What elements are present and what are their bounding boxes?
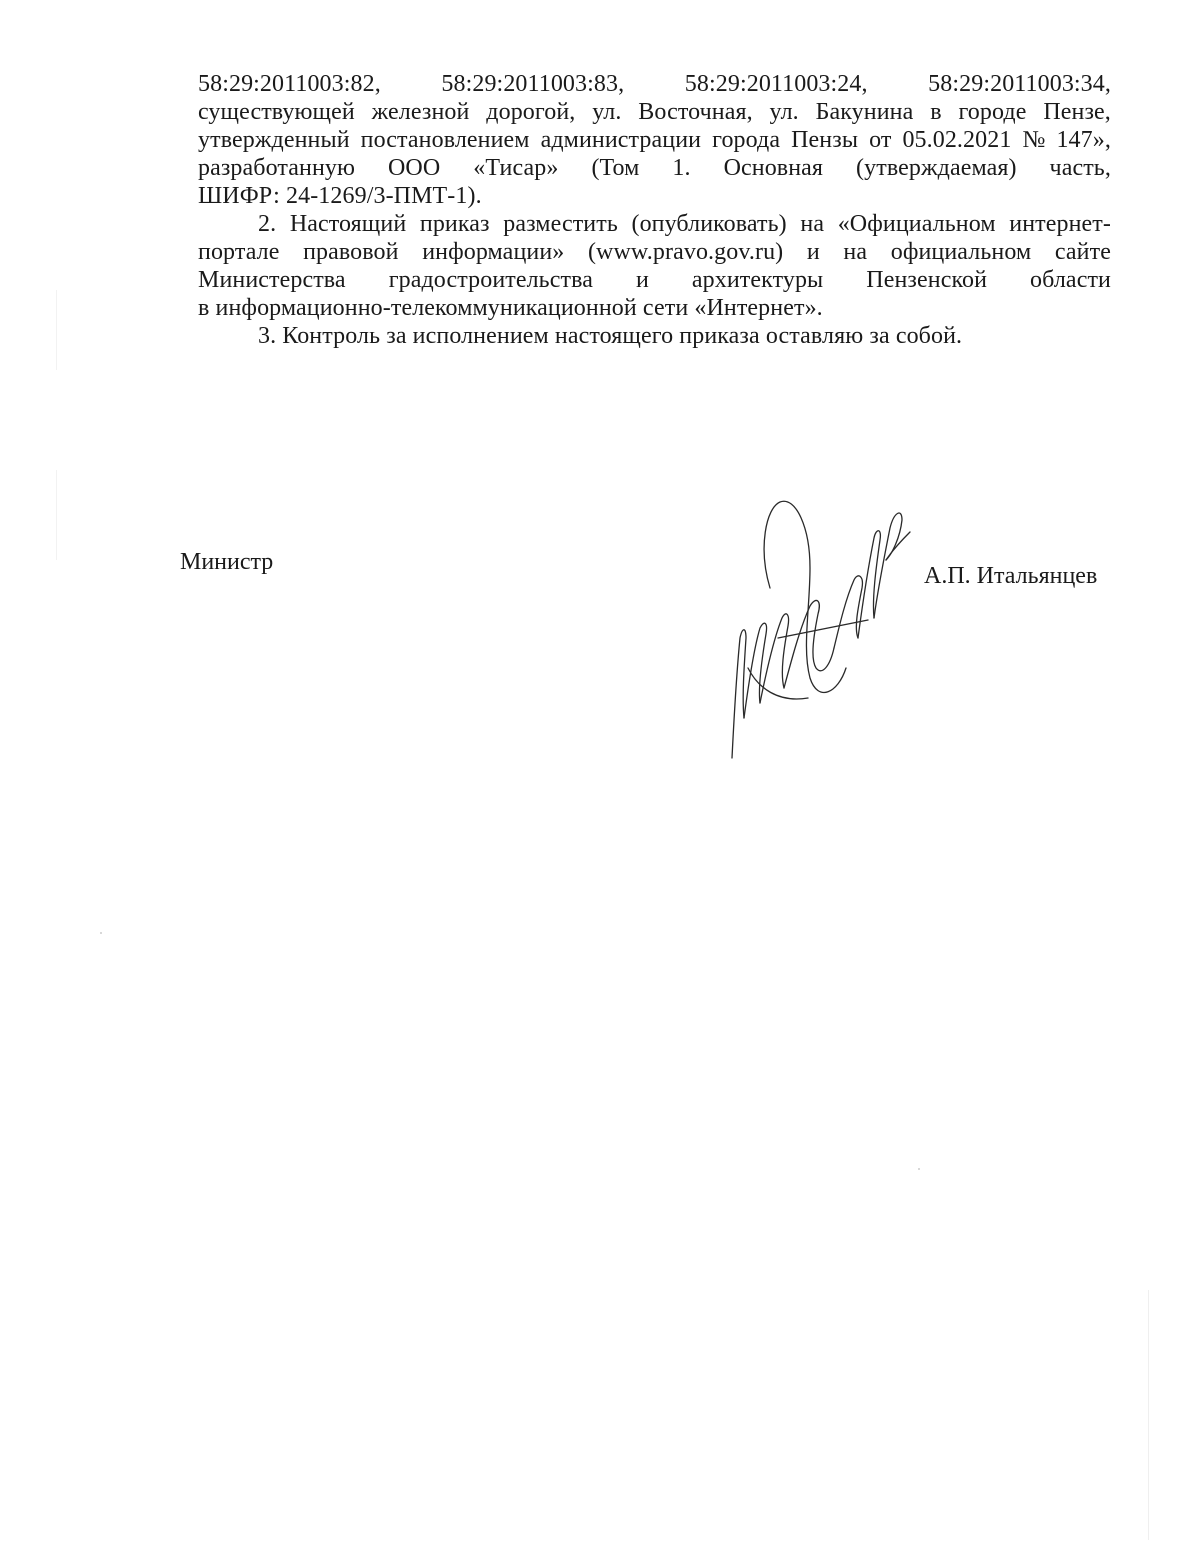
signatory-name: А.П. Итальянцев bbox=[924, 563, 1098, 589]
word: области bbox=[1030, 267, 1111, 293]
word: 58:29:2011003:24, bbox=[684, 71, 868, 97]
word: интернет- bbox=[1009, 211, 1111, 237]
text-line: ШИФР: 24-1269/3-ПМТ-1). bbox=[198, 183, 482, 209]
word: (утверждаемая) bbox=[856, 155, 1017, 181]
text-line bbox=[198, 210, 1111, 238]
text-line bbox=[198, 266, 1111, 294]
word: официальном bbox=[890, 239, 1032, 265]
word: 58:29:2011003:82, bbox=[198, 71, 381, 97]
word: городе bbox=[958, 99, 1027, 125]
word: ООО bbox=[388, 155, 441, 181]
word: 2. bbox=[258, 211, 277, 237]
word: и bbox=[635, 267, 649, 293]
word: «Официальном bbox=[837, 211, 996, 237]
word: (www.pravo.gov.ru) bbox=[587, 239, 784, 265]
word: ул. bbox=[769, 99, 799, 125]
word: разработанную bbox=[198, 155, 356, 181]
scan-speck bbox=[918, 1168, 920, 1170]
scan-speck bbox=[56, 290, 57, 370]
word: дорогой, bbox=[486, 99, 576, 125]
handwritten-signature bbox=[718, 488, 918, 773]
word: постановлением bbox=[360, 127, 530, 153]
word: 05.02.2021 bbox=[902, 127, 1012, 153]
word: железной bbox=[371, 99, 470, 125]
paragraph-1 bbox=[198, 70, 1111, 210]
signatory-title: Министр bbox=[180, 549, 274, 575]
word: Бакунина bbox=[815, 99, 914, 125]
paragraph-3 bbox=[198, 322, 1111, 350]
word: Основная bbox=[723, 155, 824, 181]
word: Пензы bbox=[791, 127, 859, 153]
word: утвержденный bbox=[198, 127, 350, 153]
word: (опубликовать) bbox=[631, 211, 787, 237]
text-line: в информационно-телекоммуникационной сети «Интернет». bbox=[198, 295, 823, 321]
word: «Тисар» bbox=[473, 155, 559, 181]
word: портале bbox=[198, 239, 280, 265]
word: 58:29:2011003:83, bbox=[441, 71, 625, 97]
word: 1. bbox=[672, 155, 691, 181]
scan-speck bbox=[56, 470, 57, 560]
word: (Том bbox=[591, 155, 640, 181]
text-line bbox=[198, 98, 1111, 126]
scan-speck bbox=[1148, 1290, 1149, 1540]
word: часть, bbox=[1049, 155, 1111, 181]
word: градостроительства bbox=[388, 267, 593, 293]
word: и bbox=[806, 239, 820, 265]
word: разместить bbox=[503, 211, 618, 237]
word: Пензенской bbox=[866, 267, 988, 293]
word: существующей bbox=[198, 99, 355, 125]
word: на bbox=[843, 239, 868, 265]
scan-speck bbox=[100, 932, 102, 934]
order-body-text bbox=[198, 70, 1111, 350]
word: в bbox=[930, 99, 942, 125]
text-line bbox=[198, 70, 1111, 98]
word: сайте bbox=[1054, 239, 1111, 265]
paragraph-2 bbox=[198, 210, 1111, 322]
text-line bbox=[198, 238, 1111, 266]
word: ул. bbox=[592, 99, 622, 125]
word: на bbox=[800, 211, 825, 237]
text-line: 3. Контроль за исполнением настоящего приказа оставляю за собой. bbox=[258, 323, 963, 349]
word: правовой bbox=[303, 239, 399, 265]
word: Министерства bbox=[198, 267, 346, 293]
text-line bbox=[198, 154, 1111, 182]
word: Восточная, bbox=[638, 99, 753, 125]
word: Настоящий bbox=[289, 211, 407, 237]
word: архитектуры bbox=[691, 267, 824, 293]
word: администрации bbox=[540, 127, 702, 153]
text-line bbox=[198, 126, 1111, 154]
word: от bbox=[869, 127, 892, 153]
word: Пензе, bbox=[1043, 99, 1111, 125]
word: приказ bbox=[419, 211, 490, 237]
word: 58:29:2011003:34, bbox=[928, 71, 1111, 97]
word: № bbox=[1022, 127, 1046, 153]
word: информации» bbox=[422, 239, 565, 265]
word: города bbox=[712, 127, 781, 153]
word: 147», bbox=[1056, 127, 1111, 153]
